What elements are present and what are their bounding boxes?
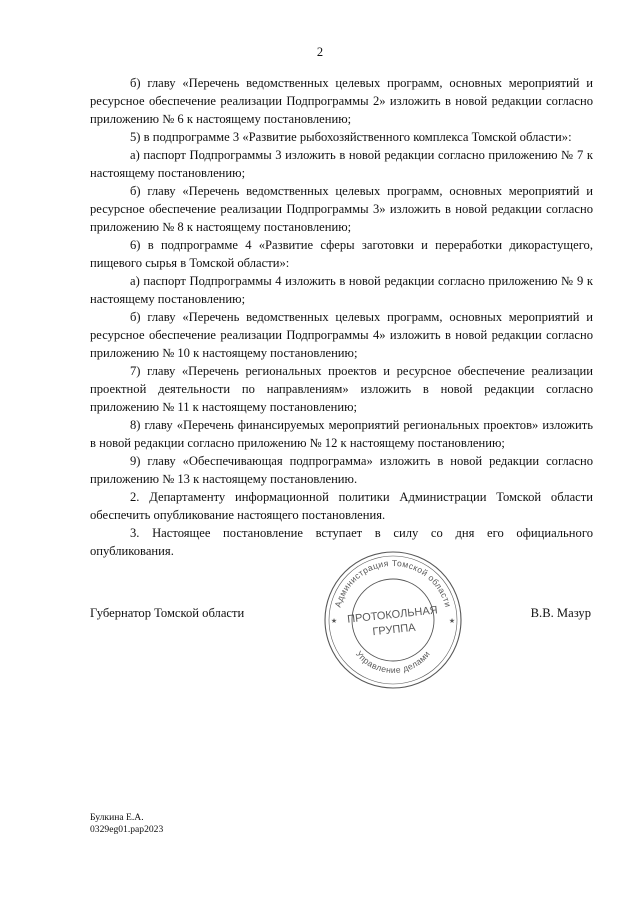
executor-name: Булкина Е.А. [90, 812, 144, 823]
paragraph-11: 2. Департаменту информационной политики Администрации Томской области обеспечить опубликование настоящего постановления. [90, 490, 593, 522]
paragraph-8: 7) главу «Перечень региональных проектов и ресурсное обеспечение реализации проектной деятельности по направлениям» изложить в новой редакции согласно приложению № 11 к настоящему постановлению; [90, 364, 593, 414]
signatory-name: В.В. Мазур [530, 606, 591, 620]
paragraph-9: 8) главу «Перечень финансируемых мероприятий региональных проектов» изложить в новой редакции согласно приложению № 12 к настоящему постановлению; [90, 418, 593, 450]
stamp-star-left-icon: ★ [330, 618, 338, 625]
paragraph-3: а) паспорт Подпрограммы 3 изложить в новой редакции согласно приложению № 7 к настоящему постановлению; [90, 148, 593, 180]
stamp-center-line-2: ГРУППА [371, 621, 417, 639]
executor-note [90, 812, 163, 836]
paragraph-5: 6) в подпрограмме 4 «Развитие сферы заготовки и переработки дикорастущего, пищевого сырья в Томской области»: [90, 238, 593, 270]
signature-block [90, 606, 593, 626]
page-number: 2 [316, 45, 324, 59]
stamp-ring-top-text: Администрация Томской области [332, 557, 454, 609]
paragraph-4: б) главу «Перечень ведомственных целевых программ, основных мероприятий и ресурсное обеспечение реализации Подпрограммы 3» изложить в новой редакции согласно приложению № 8 к настоящему постановлению; [90, 184, 593, 234]
executor-file-ref: 0329eg01.pap2023 [90, 824, 164, 835]
document-body [90, 74, 593, 560]
signatory-position: Губернатор Томской области [90, 606, 245, 620]
paragraph-12: 3. Настоящее постановление вступает в силу со дня его официального опубликования. [90, 526, 593, 558]
stamp-star-right-icon: ★ [448, 618, 456, 625]
paragraph-2: 5) в подпрограмме 3 «Развитие рыбохозяйственного комплекса Томской области»: [130, 130, 572, 144]
paragraph-10: 9) главу «Обеспечивающая подпрограмма» изложить в новой редакции согласно приложению № 13 к настоящему постановлению. [90, 454, 593, 486]
paragraph-6: а) паспорт Подпрограммы 4 изложить в новой редакции согласно приложению № 9 к настоящему постановлению; [90, 274, 593, 306]
stamp-center-line-1: ПРОТОКОЛЬНАЯ [346, 604, 439, 626]
stamp-ring-bottom-text: Управление делами [354, 648, 432, 676]
paragraph-7: б) главу «Перечень ведомственных целевых программ, основных мероприятий и ресурсное обеспечение реализации Подпрограммы 4» изложить в новой редакции согласно приложению № 10 к настоящему постановлению; [90, 310, 593, 360]
paragraph-1: б) главу «Перечень ведомственных целевых программ, основных мероприятий и ресурсное обеспечение реализации Подпрограммы 2» изложить в новой редакции согласно приложению № 6 к настоящему постановлению; [90, 76, 593, 126]
